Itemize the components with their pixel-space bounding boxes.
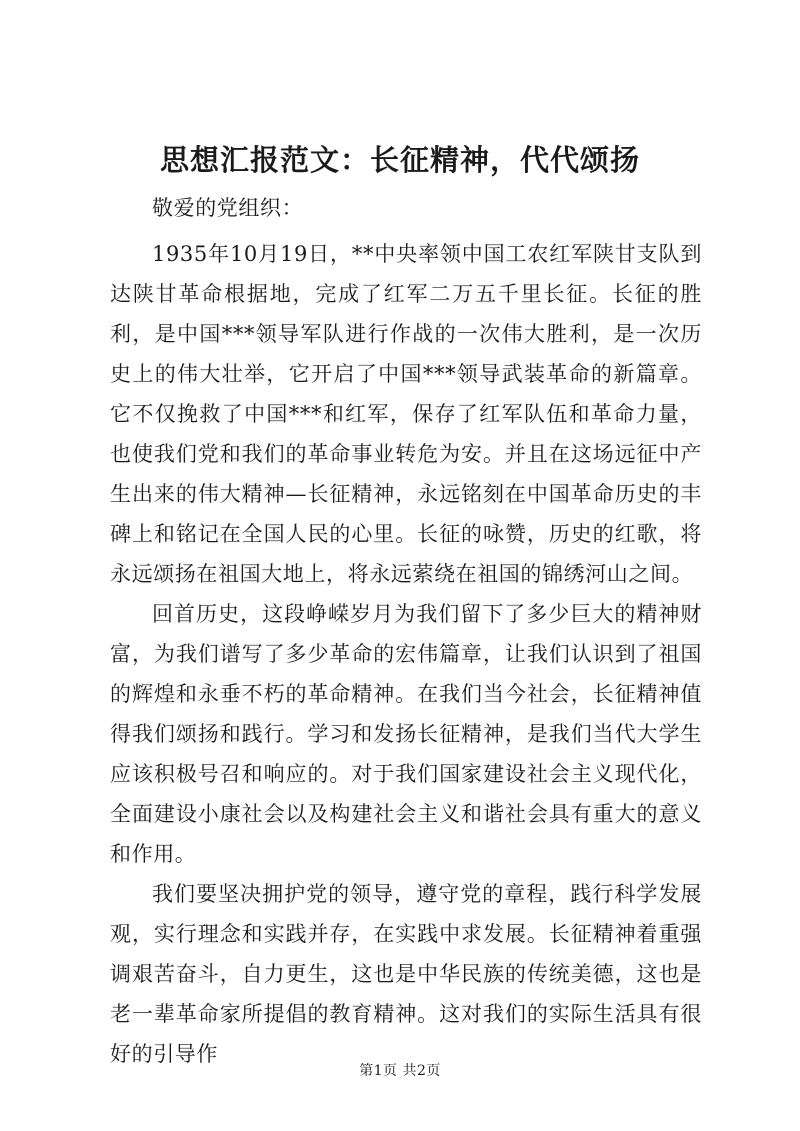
document-body <box>110 188 702 1074</box>
paragraph-2: 回首历史，这段峥嵘岁月为我们留下了多少巨大的精神财富，为我们谱写了多少革命的宏伟篇章，让我们认识到了祖国的辉煌和永垂不朽的革命精神。在我们当今社会，长征精神值得我们颂扬和践行。学习和发扬长征精神，是我们当代大学生应该积极号召和响应的。对于我们国家建设社会主义现代化，全面建设小康社会以及构建社会主义和谐社会具有重大的意义和作用。 <box>110 602 702 866</box>
salutation: 敬爱的党组织： <box>152 196 304 220</box>
document-title: 思想汇报范文：长征精神，代代颂扬 <box>159 143 640 177</box>
paragraph-3: 我们要坚决拥护党的领导，遵守党的章程，践行科学发展观，实行理念和实践并存，在实践中求发展。长征精神着重强调艰苦奋斗，自力更生，这也是中华民族的传统美德，这也是老一辈革命家所提倡的教育精神。这对我们的实际生活具有很好的引导作 <box>110 882 702 1066</box>
paragraph-1: 1935年10月19日，**中央率领中国工农红军陕甘支队到达陕甘革命根据地，完成了红军二万五千里长征。长征的胜利，是中国***领导军队进行作战的一次伟大胜利，是一次历史上的伟大壮举，它开启了中国***领导武装革命的新篇章。它不仅挽救了中国***和红军，保存了红军队伍和革命力量，也使我们党和我们的革命事业转危为安。并且在这场远征中产生出来的伟大精神—长征精神，永远铭刻在中国革命历史的丰碑上和铭记在全国人民的心里。长征的咏赞，历史的红歌，将永远颂扬在祖国大地上，将永远萦绕在祖国的锦绣河山之间。 <box>110 242 702 586</box>
page-number-footer: 第1页 共2页 <box>359 1063 441 1079</box>
